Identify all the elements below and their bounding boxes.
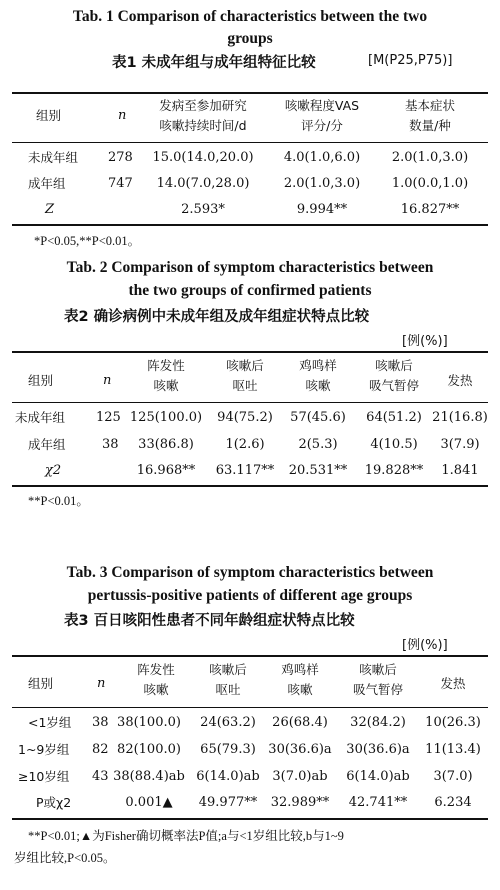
table2-header-apnea: 咳嗽后 — [375, 358, 413, 373]
table1-chinese-title: 表1 未成年组与成年组特征比较 — [112, 55, 316, 71]
table3-chinese-title: 表3 百日咳阳性患者不同年龄组症状特点比较 — [64, 613, 355, 629]
table1-header-symptoms-line2: 数量/种 — [409, 118, 451, 133]
table2-bottom-rule — [12, 485, 488, 487]
table2-cell: 33(86.8) — [138, 437, 194, 452]
table1-cell-n: 278 — [108, 150, 133, 165]
table2-header-group: 组别 — [28, 373, 54, 388]
table2-chinese-title: 表2 确诊病例中未成年组及成年组症状特点比较 — [64, 309, 370, 325]
table2-cell-group: χ2 — [45, 463, 62, 478]
table3-cell: 26(68.4) — [272, 715, 328, 730]
table2-cell-n: 38 — [102, 437, 119, 452]
table3-cell: 38(88.4)ab — [113, 769, 185, 784]
table3-footnote-line2: 岁组比较,P<0.05。 — [14, 851, 116, 865]
table1-header-group: 组别 — [36, 108, 62, 123]
table3-cell-group: ≥10岁组 — [18, 769, 70, 784]
table3-header-vomit: 咳嗽后 — [209, 662, 247, 677]
table1-header-vas-line2: 评分/分 — [301, 118, 343, 133]
table3-cell: 6.234 — [434, 795, 472, 810]
table1-unit: [M(P25,P75)] — [368, 53, 453, 68]
table3-cell: 49.977** — [198, 795, 258, 810]
table1-footnote: *P<0.05,**P<0.01。 — [34, 234, 141, 248]
table2-header-paroxysmal-line2: 咳嗽 — [153, 378, 179, 393]
table3-english-title-line1: Tab. 3 Comparison of symptom characteristics between — [66, 564, 434, 581]
table3-cell: 11(13.4) — [425, 742, 481, 757]
table1-header-rule — [12, 142, 488, 143]
table2-cell: 4(10.5) — [370, 437, 418, 452]
table1-cell: 14.0(7.0,28.0) — [156, 176, 250, 191]
table3-cell-group: <1岁组 — [28, 715, 72, 730]
table3-cell: 6(14.0)ab — [346, 769, 410, 784]
table1-header-n: n — [118, 108, 127, 123]
table2-english-title-line1: Tab. 2 Comparison of symptom characteristics between — [66, 259, 434, 276]
table1-cell: 2.0(1.0,3.0) — [391, 150, 469, 165]
table2-cell: 125(100.0) — [129, 410, 203, 425]
table3-cell: 0.001▲ — [125, 795, 173, 810]
table3-cell-group: 1~9岁组 — [18, 742, 70, 757]
table2-cell: 19.828** — [364, 463, 424, 478]
table3-top-rule — [12, 655, 488, 657]
table1-cell: 1.0(0.0,1.0) — [391, 176, 469, 191]
table3-cell-group: P或χ2 — [36, 795, 72, 810]
table1-english-title-line1: Tab. 1 Comparison of characteristics between the two — [72, 8, 428, 25]
table3-cell: 6(14.0)ab — [196, 769, 260, 784]
table3-header-group: 组别 — [28, 676, 54, 691]
table3-cell: 30(36.6)a — [346, 742, 410, 757]
table2-cell: 64(51.2) — [366, 410, 422, 425]
table2-header-vomit-line2: 呕吐 — [232, 378, 258, 393]
table2-cell-n: 125 — [96, 410, 121, 425]
table2-cell-group: 成年组 — [28, 437, 66, 452]
table3-cell: 32(84.2) — [350, 715, 406, 730]
table1-cell-n: 747 — [108, 176, 133, 191]
table1-cell: 9.994** — [296, 202, 348, 217]
table2-header-fever: 发热 — [447, 373, 473, 388]
table1-cell-group: 成年组 — [28, 176, 66, 191]
table1-cell-group: Z — [45, 202, 55, 217]
table2-header-rule — [12, 402, 488, 403]
table2-header-apnea-line2: 吸气暂停 — [368, 378, 419, 393]
table1-bottom-rule — [12, 224, 488, 226]
table2-cell: 3(7.9) — [440, 437, 480, 452]
table2-cell: 21(16.8) — [432, 410, 488, 425]
table3-cell: 3(7.0) — [433, 769, 473, 784]
table3-cell-n: 43 — [92, 769, 109, 784]
table2-cell-group: 未成年组 — [15, 410, 66, 425]
table2-cell: 63.117** — [215, 463, 275, 478]
table2-header-paroxysmal: 阵发性 — [147, 358, 185, 373]
table2-header-whoop: 鸡鸣样 — [299, 358, 337, 373]
table3-cell: 24(63.2) — [200, 715, 256, 730]
table2-cell: 94(75.2) — [217, 410, 273, 425]
table2-header-whoop-line2: 咳嗽 — [305, 378, 331, 393]
table3-cell: 3(7.0)ab — [272, 769, 328, 784]
table1-cell: 16.827** — [400, 202, 460, 217]
table3-cell: 10(26.3) — [425, 715, 481, 730]
table3-footnote-line1: **P<0.01;▲为Fisher确切概率法P值;a与<1岁组比较,b与1~9 — [28, 829, 344, 843]
table2-cell: 2(5.3) — [298, 437, 338, 452]
table1-cell-group: 未成年组 — [28, 150, 79, 165]
table3-cell-n: 38 — [92, 715, 109, 730]
table1-header-vas: 咳嗽程度VAS — [284, 98, 360, 113]
table1-cell: 2.593* — [181, 202, 225, 217]
table3-header-n: n — [97, 676, 106, 691]
table1-cell: 15.0(14.0,20.0) — [152, 150, 254, 165]
table2-cell: 20.531** — [288, 463, 348, 478]
table2-cell: 1.841 — [441, 463, 479, 478]
table3-header-fever: 发热 — [440, 676, 466, 691]
table3-cell: 38(100.0) — [117, 715, 181, 730]
table2-cell: 16.968** — [136, 463, 196, 478]
table1-header-symptoms: 基本症状 — [404, 98, 455, 113]
table2-cell: 57(45.6) — [290, 410, 346, 425]
table2-header-n: n — [103, 373, 112, 388]
table3-header-apnea-line2: 吸气暂停 — [352, 682, 403, 697]
table1-english-title-line2: groups — [227, 30, 273, 47]
table1-header-onset: 发病至参加研究 — [159, 98, 247, 113]
table1-top-rule — [12, 92, 488, 94]
table3-bottom-rule — [12, 818, 488, 820]
table2-cell: 1(2.6) — [225, 437, 265, 452]
table3-header-vomit-line2: 呕吐 — [215, 682, 241, 697]
table3-header-paroxysmal-line2: 咳嗽 — [143, 682, 169, 697]
table2-english-title-line2: the two groups of confirmed patients — [128, 282, 372, 299]
table3-unit: [例(%)] — [402, 638, 448, 653]
table3-english-title-line2: pertussis-positive patients of different age groups — [87, 587, 413, 604]
table3-cell: 30(36.6)a — [268, 742, 332, 757]
table1-header-onset-line2: 咳嗽持续时间/d — [159, 118, 247, 133]
table3-header-whoop-line2: 咳嗽 — [287, 682, 313, 697]
table3-cell: 32.989** — [270, 795, 330, 810]
table1-cell: 4.0(1.0,6.0) — [283, 150, 361, 165]
table3-header-apnea: 咳嗽后 — [359, 662, 397, 677]
table2-footnote: **P<0.01。 — [28, 494, 89, 508]
table3-cell: 82(100.0) — [117, 742, 181, 757]
table2-top-rule — [12, 351, 488, 353]
table3-header-whoop: 鸡鸣样 — [281, 662, 319, 677]
table3-cell: 42.741** — [348, 795, 408, 810]
table2-unit: [例(%)] — [402, 334, 448, 349]
table3-cell-n: 82 — [92, 742, 109, 757]
table3-header-paroxysmal: 阵发性 — [137, 662, 175, 677]
table3-header-rule — [12, 707, 488, 708]
table2-header-vomit: 咳嗽后 — [226, 358, 264, 373]
table3-cell: 65(79.3) — [200, 742, 256, 757]
table1-cell: 2.0(1.0,3.0) — [283, 176, 361, 191]
